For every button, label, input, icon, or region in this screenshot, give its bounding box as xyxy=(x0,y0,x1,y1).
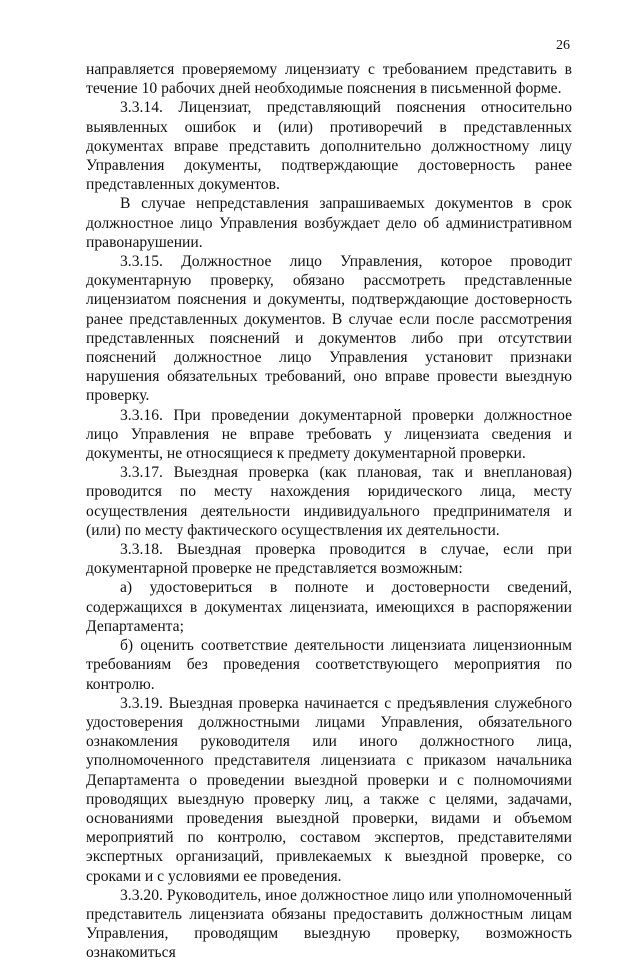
paragraph-3-3-17: 3.3.17. Выездная проверка (как плановая, так и внеплановая) проводится по месту нахождения юридического лица, месту осуществления деятельности индивидуального предпринимателя и (или) по месту фактического осуществления их деятельности. xyxy=(86,464,572,539)
paragraph-3-3-16: 3.3.16. При проведении документарной проверки должностное лицо Управления не вправе требовать у лицензиата сведения и документы, не относящиеся к предмету документарной проверки. xyxy=(86,406,572,463)
document-body xyxy=(86,60,572,963)
paragraph-3-3-15: 3.3.15. Должностное лицо Управления, которое проводит документарную проверку, обязано рассмотреть представленные лицензиатом пояснения и документы, подтверждающие достоверность ранее представленных документов. В случае если после рассмотрения представленных пояснений и документов либо при отсутствии пояснений должностное лицо Управления установит признаки нарушения обязательных требований, оно вправе провести выездную проверку. xyxy=(86,253,572,405)
list-item-a: а) удостовериться в полноте и достоверности сведений, содержащихся в документах лицензиата, имеющихся в распоряжении Департамента; xyxy=(86,579,572,635)
paragraph-3-3-20: 3.3.20. Руководитель, иное должностное лицо или уполномоченный представитель лицензиата обязаны предоставить должностным лицам Управления, проводящим выездную проверку, возможность ознакомиться xyxy=(86,886,572,962)
paragraph-continuation: направляется проверяемому лицензиату с требованием представить в течение 10 рабочих дней необходимые пояснения в письменной форме. xyxy=(86,61,572,98)
paragraph-nonsubmission: В случае непредставления запрашиваемых документов в срок должностное лицо Управления возбуждает дело об административном правонарушении. xyxy=(86,195,572,251)
paragraph-3-3-19: 3.3.19. Выездная проверка начинается с предъявления служебного удостоверения должностными лицами Управления, обязательного ознакомления руководителя или иного должностного лица, уполномоченного представителя лицензиата с приказом начальника Департамента о проведении выездной проверки и с полномочиями проводящих выездную проверку лиц, а также с целями, задачами, основаниями проведения выездной проверки, видами и объемом мероприятий по контролю, составом экспертов, представителями экспертных организаций, привлекаемых к выездной проверке, со сроками и с условиями ее проведения. xyxy=(86,694,572,885)
page-number: 26 xyxy=(556,38,570,53)
list-item-b: б) оценить соответствие деятельности лицензиата лицензионным требованиям без проведения соответствующего мероприятия по контролю. xyxy=(86,637,572,693)
paragraph-3-3-14: 3.3.14. Лицензиат, представляющий пояснения относительно выявленных ошибок и (или) противоречий в представленных документах вправе представить дополнительно должностному лицу Управления документы, подтверждающие достоверность ранее представленных документов. xyxy=(86,99,572,194)
paragraph-3-3-18: 3.3.18. Выездная проверка проводится в случае, если при документарной проверке не представляется возможным: xyxy=(86,541,572,578)
